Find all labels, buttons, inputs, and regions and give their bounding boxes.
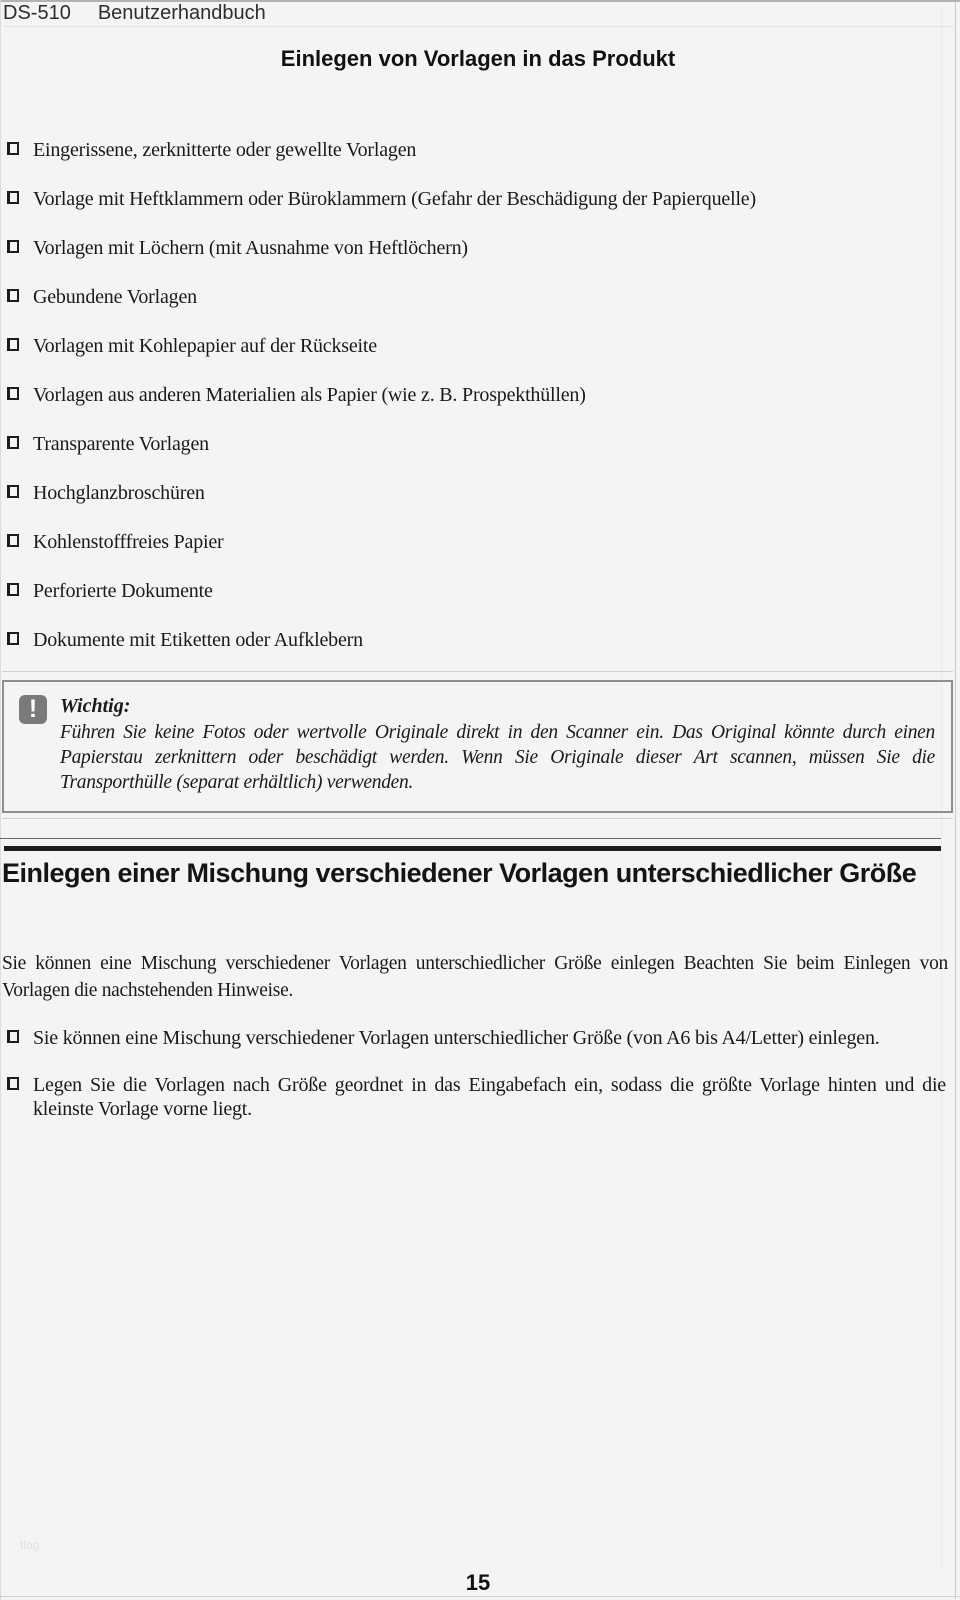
checkbox-bullet-icon — [7, 485, 19, 498]
section-divider-thick-bar — [4, 846, 941, 851]
checkbox-bullet-icon — [7, 289, 19, 302]
section-intro-paragraph: Sie können eine Mischung verschiedener Vorlagen unterschiedlicher Größe einlegen Beachten Sie beim Einlegen von Vorlagen die nachstehenden Hinweise. — [2, 953, 948, 1001]
list-item — [7, 236, 938, 260]
list-item — [7, 138, 938, 162]
list-item — [7, 285, 938, 309]
checkbox-bullet-icon — [7, 583, 19, 596]
checkbox-bullet-icon — [7, 632, 19, 645]
list-item-text: Kohlenstofffreies Papier — [33, 531, 224, 553]
checkbox-bullet-icon — [7, 240, 19, 253]
section-divider-thin-rule — [0, 838, 941, 839]
page-edge-bottom — [0, 1596, 960, 1597]
list-item-text: Sie können eine Mischung verschiedener Vorlagen unterschiedlicher Größe (von A6 bis A4/Letter) einlegen. — [33, 1027, 880, 1049]
page-edge-right — [955, 2, 956, 1599]
list-item — [7, 1026, 946, 1050]
chapter-title: Einlegen von Vorlagen in das Produkt — [280, 46, 676, 71]
page-header — [3, 1, 954, 27]
list-item-text: Dokumente mit Etiketten oder Aufklebern — [33, 629, 363, 651]
list-item-text: Vorlagen mit Kohlepapier auf der Rückseite — [33, 335, 377, 357]
checkbox-bullet-icon — [7, 1077, 19, 1090]
watermark-text: tlog — [20, 1538, 40, 1552]
list-item — [7, 579, 938, 603]
exclamation-important-icon: ! — [19, 695, 47, 724]
list-item — [7, 530, 938, 554]
checkbox-bullet-icon — [7, 191, 19, 204]
checkbox-bullet-icon — [7, 338, 19, 351]
header-model: DS-510 — [3, 2, 71, 24]
important-note-box — [2, 671, 953, 819]
list-item — [7, 383, 938, 407]
list-item — [7, 481, 938, 505]
checkbox-bullet-icon — [7, 436, 19, 449]
list-item-text: Legen Sie die Vorlagen nach Größe geordnet in das Eingabefach ein, sodass die größte Vorlage hinten und die kleinste Vorlage vorne liegt. — [33, 1074, 946, 1120]
section-heading: Einlegen einer Mischung verschiedener Vorlagen unterschiedlicher Größe — [2, 858, 917, 888]
important-body-text: Führen Sie keine Fotos oder wertvolle Originale direkt in den Scanner ein. Das Original könnte durch einen Papierstau zerknittern oder beschädigt werden. Wenn Sie Originale dieser Art scannen, müssen Sie die Transporthülle (separat erhältlich) verwenden. — [60, 722, 935, 793]
page-number: 15 — [465, 1570, 491, 1595]
list-item-text: Gebundene Vorlagen — [33, 286, 197, 308]
checkbox-bullet-icon — [7, 142, 19, 155]
list-item-text: Eingerissene, zerknitterte oder gewellte Vorlagen — [33, 139, 417, 161]
header-title: Benutzerhandbuch — [97, 2, 266, 24]
checkbox-bullet-icon — [7, 534, 19, 547]
unsuitable-originals-list — [7, 138, 938, 677]
list-item — [7, 334, 938, 358]
important-box-top-rule — [2, 671, 953, 672]
list-item — [7, 187, 938, 211]
list-item-text: Hochglanzbroschüren — [33, 482, 205, 504]
list-item-text: Vorlage mit Heftklammern oder Büroklammern (Gefahr der Beschädigung der Papierquelle) — [33, 188, 756, 210]
list-item — [7, 432, 938, 456]
list-item-text: Vorlagen mit Löchern (mit Ausnahme von Heftlöchern) — [33, 237, 468, 259]
mixed-size-hints-list — [7, 1026, 946, 1144]
list-item-text: Transparente Vorlagen — [33, 433, 209, 455]
list-item — [7, 628, 938, 652]
checkbox-bullet-icon — [7, 387, 19, 400]
list-item-text: Perforierte Dokumente — [33, 580, 213, 602]
important-box-frame — [2, 680, 953, 813]
page-edge-left — [0, 0, 1, 1600]
list-item — [7, 1073, 946, 1121]
checkbox-bullet-icon — [7, 1030, 19, 1043]
list-item-text: Vorlagen aus anderen Materialien als Papier (wie z. B. Prospekthüllen) — [33, 384, 586, 406]
important-box-bottom-rule — [2, 818, 953, 819]
important-label: Wichtig: — [60, 695, 131, 717]
